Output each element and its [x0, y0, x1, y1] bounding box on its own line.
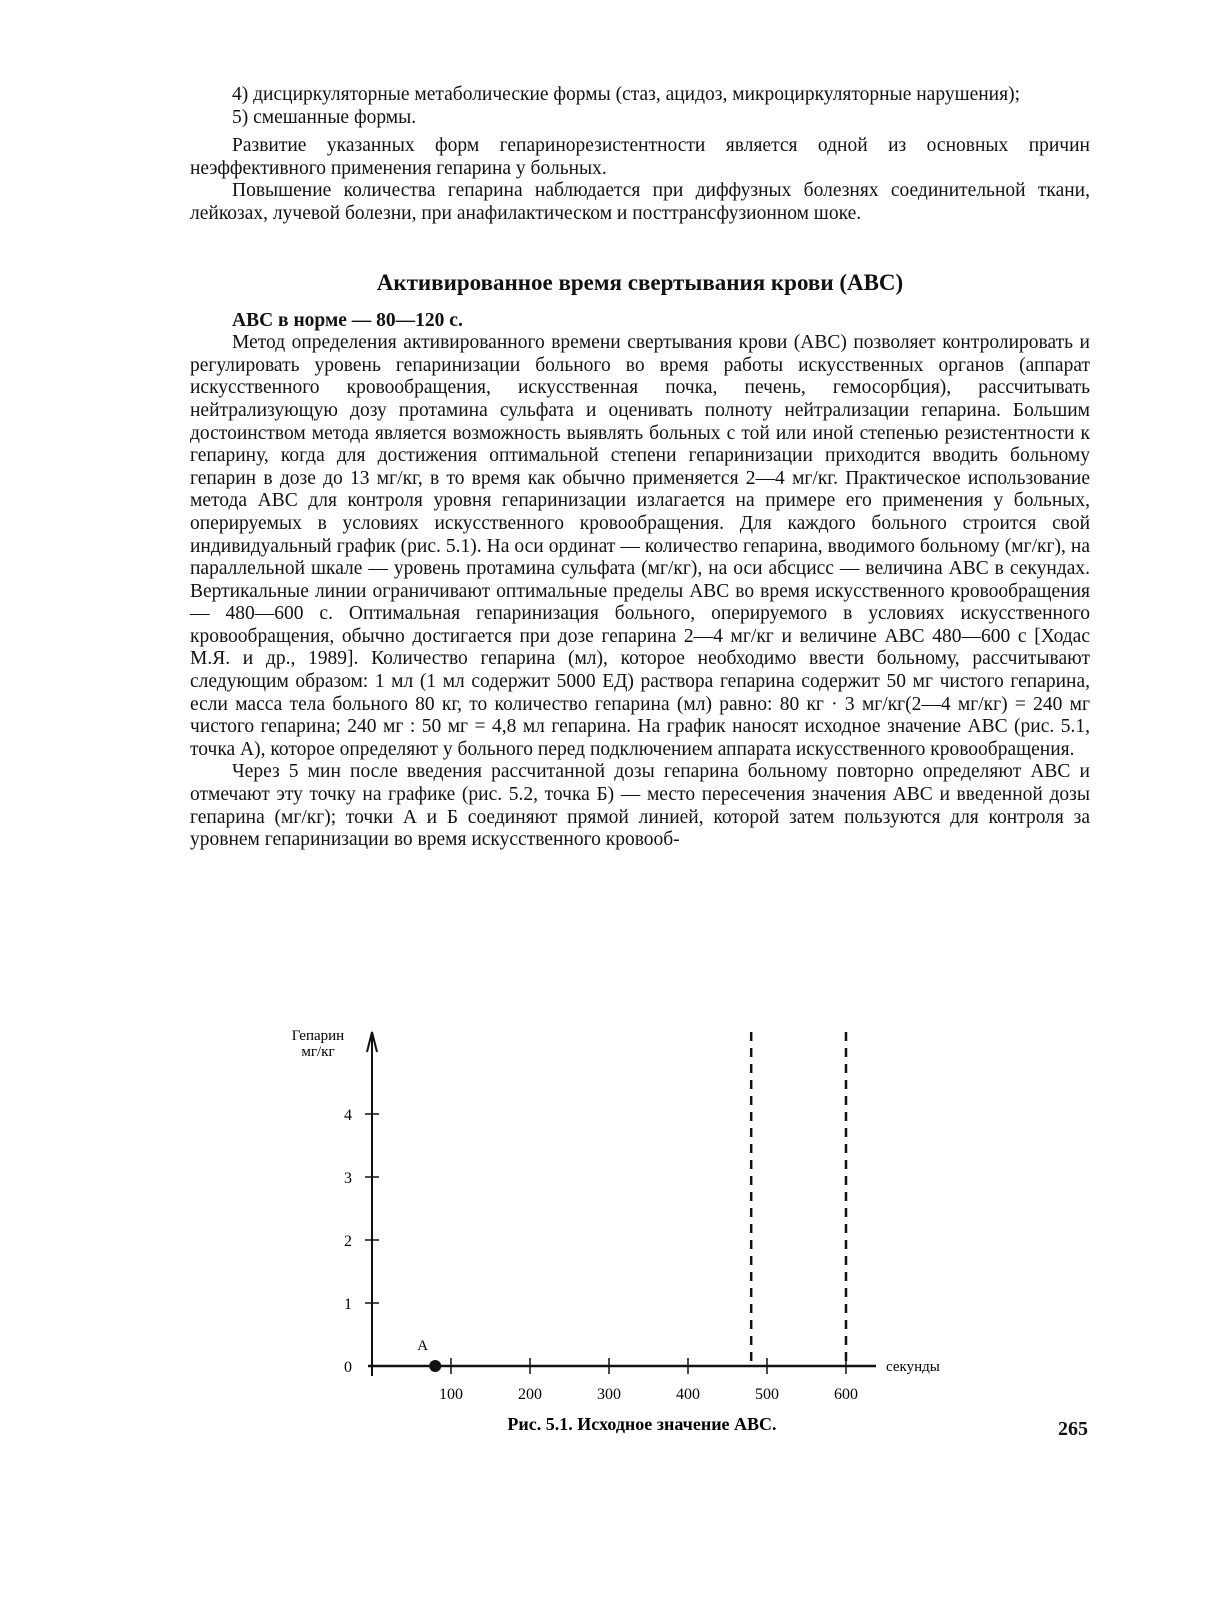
list	[190, 84, 1090, 129]
list-item	[190, 84, 1090, 107]
y-axis-label-unit: мг/кг	[301, 1044, 335, 1060]
figure	[0, 1010, 1208, 1450]
y-axis-label: Гепарин	[291, 1028, 345, 1044]
list-item-number: 5)	[232, 106, 249, 128]
paragraph: Развитие указанных форм гепаринорезистентности является одной из основных причин неэффективного применения гепарина у больных.	[190, 135, 1090, 179]
top-text	[190, 84, 1090, 852]
x-tick-label: 400	[676, 1386, 700, 1403]
chart	[0, 1010, 1208, 1450]
y-tick-label: 0	[344, 1359, 352, 1376]
y-tick-label: 4	[344, 1107, 352, 1124]
figure-caption: Рис. 5.1. Исходное значение АВС.	[507, 1414, 777, 1434]
paragraph: Метод определения активированного времени свертывания крови (АВС) позволяет контролировать и регулировать уровень гепаринизации больного во время работы искусственных органов (аппарат искусственного кровообращения, искусственная почка, печень, гемосорбция), рассчитывать нейтрализующую дозу протамина сульфата и оценивать полноту нейтрализации гепарина. Большим достоинством метода является возможность выявлять больных с той или иной степенью резистентности к гепарину, когда для достижения оптимальной степени гепаринизации приходится вводить больному гепарин в дозе до 13 мг/кг, в то время как обычно применяется 2—4 мг/кг. Практическое использование метода АВС для контроля уровня гепаринизации излагается на примере его применения у больных, оперируемых в условиях искусственного кровообращения. Для каждого больного строится свой индивидуальный график (рис. 5.1). На оси ординат — количество гепарина, вводимого больному (мг/кг), на параллельной шкале — уровень протамина сульфата (мг/кг), на оси абсцисс — величина АВС в секундах. Вертикальные линии ограничивают оптимальные пределы АВС во время искусственного кровообращения — 480—600 с. Оптимальная гепаринизация больного, оперируемого в условиях искусственного кровообращения, обычно достигается при дозе гепарина 2—4 мг/кг и величине АВС 480—600 с [Ходас М.Я. и др., 1989]. Количество гепарина (мл), которое необходимо ввести больному, рассчитывают следующим образом: 1 мл (1 мл содержит 5000 ЕД) раствора гепарина содержит 50 мг чистого гепарина, если масса тела больного 80 кг, то количество гепарина (мл) равно: 80 кг · 3 мг/кг(2—4 мг/кг) = 240 мг чистого гепарина; 240 мг : 50 мг = 4,8 мл гепарина. На график наносят исходное значение АВС (рис. 5.1, точка А), которое определяют у больного перед подключением аппарата искусственного кровообращения.	[190, 332, 1090, 760]
x-tick-label: 500	[755, 1386, 779, 1403]
paragraph: Через 5 мин после введения рассчитанной дозы гепарина больному повторно определяют АВС и отмечают эту точку на графике (рис. 5.2, точка Б) — место пересечения значения АВС и введенной дозы гепарина (мг/кг); точки А и Б соединяют прямой линией, которой затем пользуются для контроля за уровнем гепаринизации во время искусственного кровооб-	[190, 761, 1090, 851]
x-tick-label: 600	[834, 1386, 858, 1403]
y-tick-label: 1	[344, 1296, 352, 1313]
x-axis-label: секунды	[886, 1359, 940, 1375]
page-number: 265	[1058, 1418, 1088, 1440]
data-point-label: А	[417, 1338, 429, 1354]
list-item	[190, 107, 1090, 130]
x-tick-label: 300	[597, 1386, 621, 1403]
list-item-text: дисциркуляторные метаболические формы (стаз, ацидоз, микроциркуляторные нарушения);	[253, 84, 1020, 105]
paragraph: Повышение количества гепарина наблюдается при диффузных болезнях соединительной ткани, лейкозах, лучевой болезни, при анафилактическом и посттрансфузионном шоке.	[190, 180, 1090, 224]
data-point	[429, 1360, 441, 1372]
norm-line: АВС в норме — 80—120 с.	[232, 309, 463, 331]
y-tick-label: 3	[344, 1170, 352, 1187]
section-title: Активированное время свертывания крови (АВС)	[376, 269, 904, 295]
y-tick-label: 2	[344, 1233, 352, 1250]
list-item-text: смешанные формы.	[253, 106, 417, 128]
x-tick-label: 100	[439, 1386, 463, 1403]
list-item-number: 4)	[232, 84, 249, 105]
x-tick-label: 200	[518, 1386, 542, 1403]
